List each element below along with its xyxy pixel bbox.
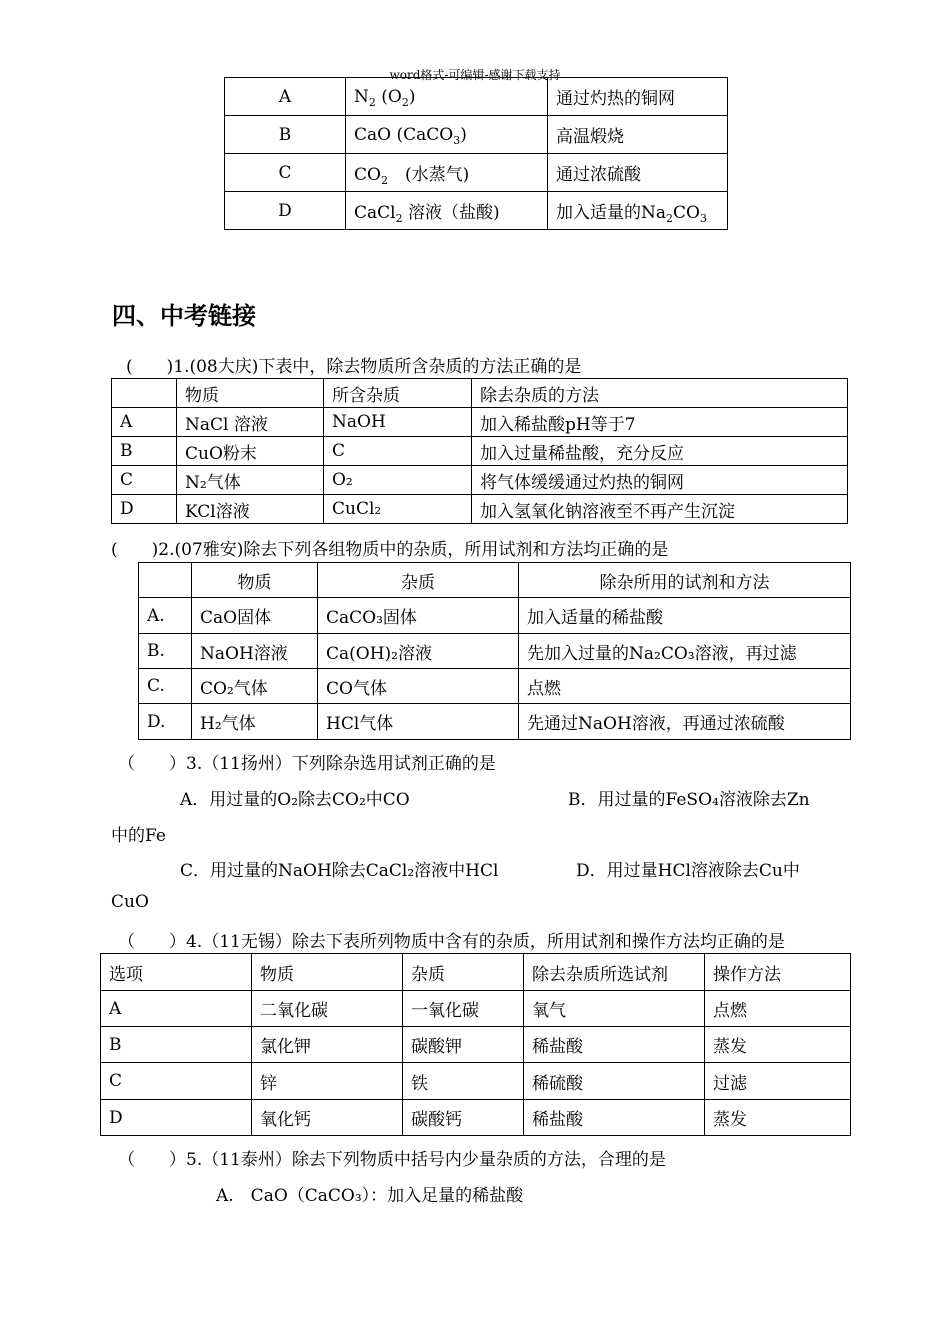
- table-cell: 稀盐酸: [524, 1027, 705, 1063]
- question-4-stem: （ ）4.（11无锡）除去下表所列物质中含有的杂质，所用试剂和操作方法均正确的是: [118, 932, 785, 952]
- table-header-row: [101, 954, 851, 991]
- table-cell: 加入过量稀盐酸，充分反应: [472, 437, 848, 466]
- table-cell: 碳酸钾: [403, 1027, 524, 1063]
- table-row: [139, 634, 851, 669]
- table-row: [112, 408, 848, 437]
- table-cell: B: [101, 1027, 252, 1063]
- table-cell: 氯化钾: [252, 1027, 403, 1063]
- header-note: word格式-可编辑-感谢下载支持: [389, 68, 561, 82]
- table-cell: CuO粉末: [177, 437, 324, 466]
- table-cell: A.: [139, 598, 192, 634]
- table-cell: 铁: [403, 1063, 524, 1100]
- table-row: [112, 466, 848, 495]
- question-3-option-c: C．用过量的NaOH除去CaCl₂溶液中HCl: [180, 861, 499, 881]
- header-cell: 除杂所用的试剂和方法: [519, 563, 851, 598]
- table-row: [101, 991, 851, 1027]
- table-cell: 加入稀盐酸pH等于7: [472, 408, 848, 437]
- table-cell: 加入氢氧化钠溶液至不再产生沉淀: [472, 495, 848, 524]
- header-cell: 选项: [101, 954, 252, 991]
- table-row: [139, 704, 851, 740]
- substance-cell: CaO (CaCO$_3$): [346, 116, 548, 154]
- table-cell: 稀盐酸: [524, 1100, 705, 1136]
- question-1-stem: ( )1.(08大庆)下表中，除去物质所含杂质的方法正确的是: [126, 357, 582, 377]
- table-row: [139, 598, 851, 634]
- header-cell: 物质: [177, 379, 324, 408]
- table-cell: N₂气体: [177, 466, 324, 495]
- table-cell: D: [101, 1100, 252, 1136]
- question-2-stem: ( )2.(07雅安)除去下列各组物质中的杂质，所用试剂和方法均正确的是: [111, 540, 669, 560]
- substance-cell: $CO_2$ (水蒸气): [346, 154, 548, 192]
- table-top: [224, 77, 728, 230]
- table-cell: A: [112, 408, 177, 437]
- question-3-option-a: A．用过量的O₂除去CO₂中CO: [180, 790, 410, 810]
- table-cell: H₂气体: [192, 704, 318, 740]
- table-cell: 先通过NaOH溶液，再通过浓硫酸: [519, 704, 851, 740]
- header-cell: 杂质: [403, 954, 524, 991]
- table-cell: C: [112, 466, 177, 495]
- header-cell: 所含杂质: [324, 379, 472, 408]
- table-cell: 先加入过量的Na₂CO₃溶液，再过滤: [519, 634, 851, 669]
- table-cell: CO气体: [318, 669, 519, 704]
- header-cell: [112, 379, 177, 408]
- table-cell: 碳酸钙: [403, 1100, 524, 1136]
- table-cell: NaOH溶液: [192, 634, 318, 669]
- table-cell: C: [324, 437, 472, 466]
- table-row: [225, 78, 728, 116]
- table-cell: NaOH: [324, 408, 472, 437]
- table-row: [101, 1027, 851, 1063]
- substance-cell: $N_2$ $(O_2)$: [346, 78, 548, 116]
- table-cell: 二氧化碳: [252, 991, 403, 1027]
- table-cell: 点燃: [519, 669, 851, 704]
- table-cell: 氧化钙: [252, 1100, 403, 1136]
- question-5-stem: （ ）5.（11泰州）除去下列物质中括号内少量杂质的方法，合理的是: [118, 1150, 666, 1170]
- table-cell: NaCl 溶液: [177, 408, 324, 437]
- question-5-option-a: A. CaO（CaCO₃）：加入足量的稀盐酸: [216, 1186, 524, 1206]
- section-heading: 四、中考链接: [112, 302, 256, 330]
- header-cell: 操作方法: [705, 954, 851, 991]
- table-cell: 点燃: [705, 991, 851, 1027]
- header-cell: 物质: [252, 954, 403, 991]
- table-cell: B: [112, 437, 177, 466]
- method-cell: 高温煅烧: [548, 116, 728, 154]
- table-cell: 过滤: [705, 1063, 851, 1100]
- header-cell: [139, 563, 192, 598]
- table-cell: B.: [139, 634, 192, 669]
- table-cell: CaO固体: [192, 598, 318, 634]
- table-row: [225, 116, 728, 154]
- table-cell: CaCO₃固体: [318, 598, 519, 634]
- option-cell: C: [225, 154, 346, 192]
- table-cell: O₂: [324, 466, 472, 495]
- table-cell: 将气体缓缓通过灼热的铜网: [472, 466, 848, 495]
- question-3-stem: （ ）3.（11扬州）下列除杂选用试剂正确的是: [118, 754, 496, 774]
- table-cell: 蒸发: [705, 1100, 851, 1136]
- table-cell: 蒸发: [705, 1027, 851, 1063]
- question-3-option-d-continued: CuO: [111, 892, 149, 912]
- table-cell: HCl气体: [318, 704, 519, 740]
- header-cell: 物质: [192, 563, 318, 598]
- question-3-option-d: D．用过量HCl溶液除去Cu中: [576, 861, 800, 881]
- table-cell: D.: [139, 704, 192, 740]
- table-row: [225, 192, 728, 230]
- option-cell: D: [225, 192, 346, 230]
- table-cell: 氧气: [524, 991, 705, 1027]
- table-row: [112, 437, 848, 466]
- table-cell: A: [101, 991, 252, 1027]
- substance-cell: CaCl$_2$ 溶液（盐酸): [346, 192, 548, 230]
- header-cell: 杂质: [318, 563, 519, 598]
- table-cell: CuCl₂: [324, 495, 472, 524]
- question-1-table: [111, 378, 848, 524]
- header-cell: 除去杂质所选试剂: [524, 954, 705, 991]
- method-cell: 通过浓硫酸: [548, 154, 728, 192]
- table-cell: KCl溶液: [177, 495, 324, 524]
- table-cell: D: [112, 495, 177, 524]
- table-cell: 稀硫酸: [524, 1063, 705, 1100]
- question-3-option-b: B．用过量的FeSO₄溶液除去Zn: [568, 790, 810, 810]
- option-cell: A: [225, 78, 346, 116]
- table-cell: C: [101, 1063, 252, 1100]
- question-2-table: [138, 562, 851, 740]
- table-row: [101, 1063, 851, 1100]
- table-cell: CO₂气体: [192, 669, 318, 704]
- method-cell: 加入适量的$Na_2CO_3$: [548, 192, 728, 230]
- table-cell: Ca(OH)₂溶液: [318, 634, 519, 669]
- header-cell: 除去杂质的方法: [472, 379, 848, 408]
- table-row: [225, 154, 728, 192]
- table-header-row: [139, 563, 851, 598]
- table-row: [112, 495, 848, 524]
- option-cell: B: [225, 116, 346, 154]
- table-cell: C.: [139, 669, 192, 704]
- table-header-row: [112, 379, 848, 408]
- method-cell: 通过灼热的铜网: [548, 78, 728, 116]
- table-cell: 加入适量的稀盐酸: [519, 598, 851, 634]
- table-cell: 一氧化碳: [403, 991, 524, 1027]
- question-4-table: [100, 953, 851, 1136]
- question-3-option-b-continued: 中的Fe: [111, 826, 166, 846]
- table-row: [101, 1100, 851, 1136]
- table-row: [139, 669, 851, 704]
- table-cell: 锌: [252, 1063, 403, 1100]
